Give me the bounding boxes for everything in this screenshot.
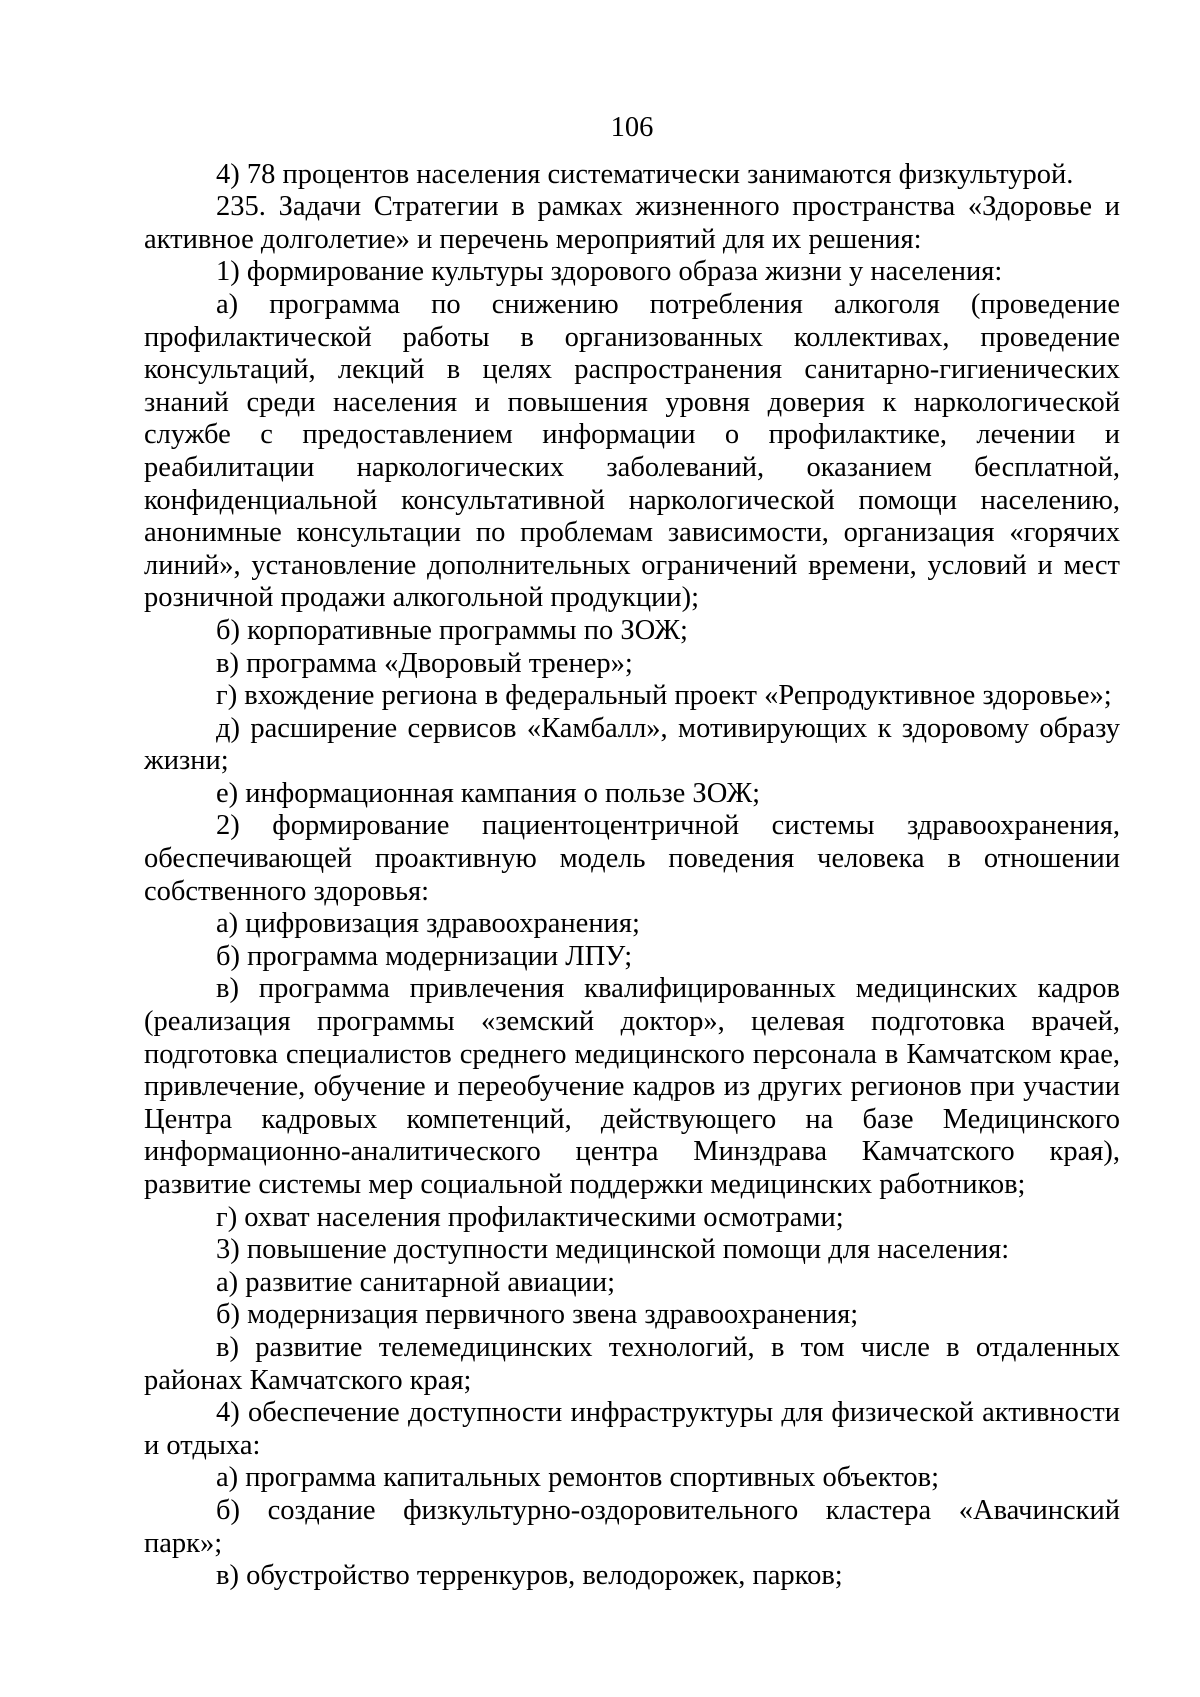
paragraph: а) цифровизация здравоохранения; (216, 908, 640, 940)
paragraph: 4) 78 процентов населения систематически занимаются физкультурой. (216, 158, 1074, 190)
paragraph: г) охват населения профилактическими осмотрами; (216, 1201, 844, 1233)
paragraph: е) информационная кампания о пользе ЗОЖ; (216, 777, 761, 809)
paragraph: б) модернизация первичного звена здравоохранения; (216, 1299, 859, 1331)
paragraph: в) программа привлечения квалифицированных медицинских кадров (реализация программы «земский доктор», целевая подготовка врачей, подготовка специалистов среднего медицинского персонала в Камчатском крае, привлечение, обучение и переобучение кадров из других регионов при участии Центра кадровых компетенций, действующего на базе Медицинского информационно-аналитического центра Минздрава Камчатского края), развитие системы мер социальной поддержки медицинских работников; (144, 973, 1120, 1200)
paragraph: д) расширение сервисов «Камбалл», мотивирующих к здоровому образу жизни; (144, 712, 1120, 777)
paragraph: в) развитие телемедицинских технологий, в том числе в отдаленных районах Камчатского края; (144, 1331, 1120, 1396)
paragraph: а) развитие санитарной авиации; (216, 1266, 616, 1298)
paragraph: 3) повышение доступности медицинской помощи для населения: (216, 1234, 1010, 1266)
paragraph: б) создание физкультурно-оздоровительного кластера «Авачинский парк»; (144, 1494, 1120, 1559)
paragraph: 2) формирование пациентоцентричной системы здравоохранения, обеспечивающей проактивную модель поведения человека в отношении собственного здоровья: (144, 810, 1120, 907)
paragraph: 4) обеспечение доступности инфраструктуры для физической активности и отдыха: (144, 1397, 1120, 1461)
paragraph: б) программа модернизации ЛПУ; (216, 940, 633, 972)
paragraph: а) программа по снижению потребления алкоголя (проведение профилактической работы в организованных коллективах, проведение консультаций, лекций в целях распространения санитарно-гигиенических знаний среди населения и повышения уровня доверия к наркологической службе с предоставлением информации о профилактике, лечении и реабилитации наркологических заболеваний, оказанием бесплатной, конфиденциальной консультативной наркологической помощи населению, анонимные консультации по проблемам зависимости, организация «горячих линий», установление дополнительных ограничений времени, условий и мест розничной продажи алкогольной продукции); (144, 288, 1120, 614)
paragraph: б) корпоративные программы по ЗОЖ; (216, 614, 688, 646)
paragraph: а) программа капитальных ремонтов спортивных объектов; (216, 1462, 940, 1494)
paragraph: в) обустройство терренкуров, велодорожек, парков; (216, 1560, 843, 1592)
document-page (144, 112, 1120, 1593)
page-number: 106 (610, 112, 654, 143)
paragraph: г) вхождение региона в федеральный проект «Репродуктивное здоровье»; (216, 680, 1112, 712)
paragraph: 1) формирование культуры здорового образа жизни у населения: (216, 256, 1003, 288)
paragraph: 235. Задачи Стратегии в рамках жизненного пространства «Здоровье и активное долголетие» и перечень мероприятий для их решения: (144, 191, 1120, 255)
paragraph: в) программа «Дворовый тренер»; (216, 647, 633, 679)
